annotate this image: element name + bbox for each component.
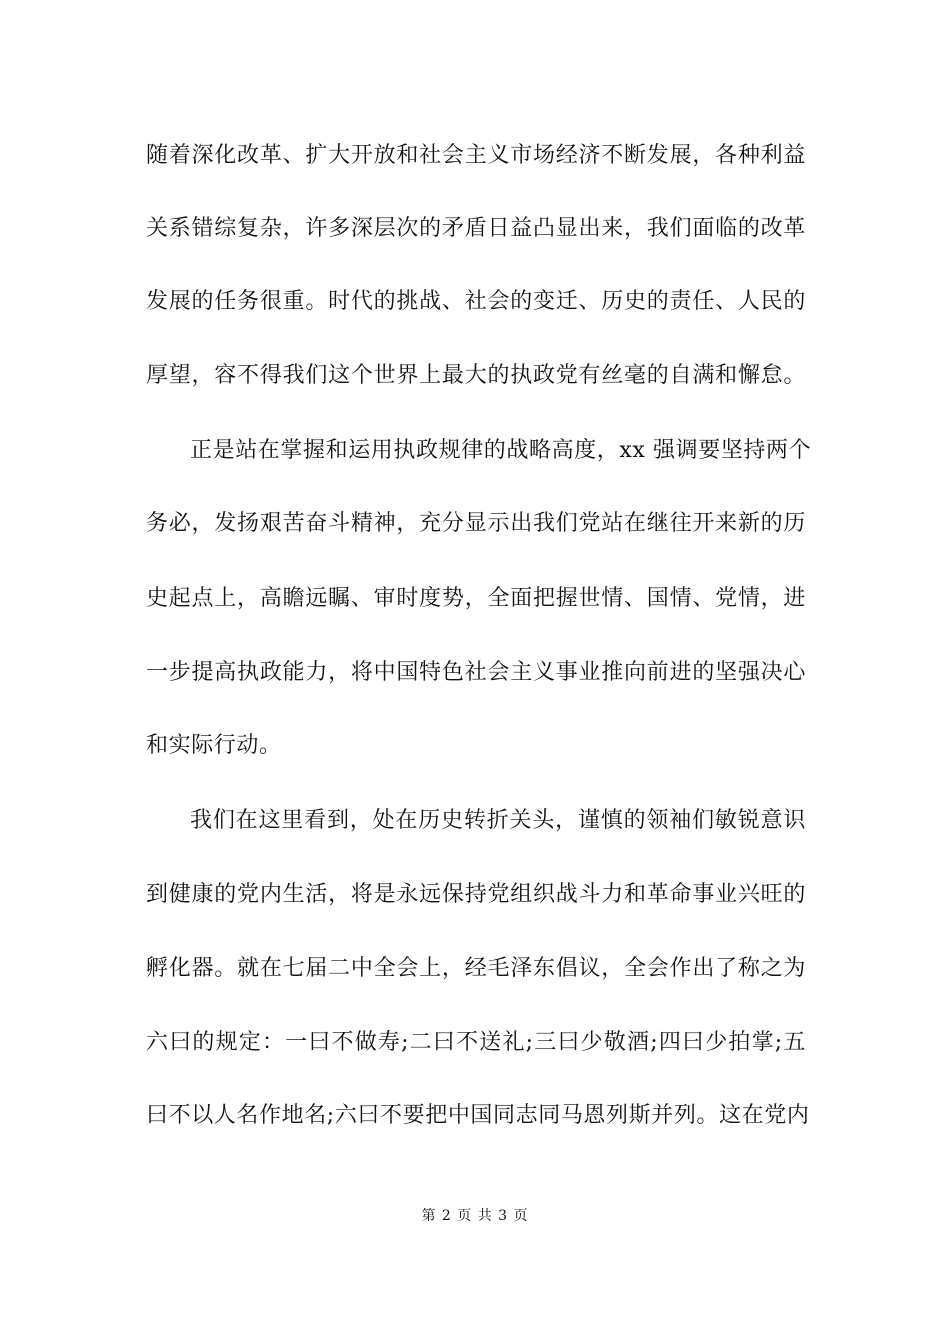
paragraph-3-line-2: 到健康的党内生活，将是永远保持党组织战斗力和革命事业兴旺的 <box>146 882 806 907</box>
paragraph-1-line-2: 关系错综复杂，许多深层次的矛盾日益凸显出来，我们面临的改革 <box>146 216 806 241</box>
page-number-footer: 第 2 页 共 3 页 <box>421 1208 529 1224</box>
paragraph-1-line-3: 发展的任务很重。时代的挑战、社会的变迁、历史的责任、人民的 <box>146 289 806 314</box>
paragraph-3-line-4: 六曰的规定：一曰不做寿;二曰不送礼;三曰少敬酒;四曰少拍掌;五 <box>146 1030 806 1055</box>
paragraph-3-line-5: 曰不以人名作地名;六曰不要把中国同志同马恩列斯并列。这在党内 <box>146 1103 810 1128</box>
paragraph-2-line-3: 史起点上，高瞻远瞩、审时度势，全面把握世情、国情、党情，进 <box>146 586 806 611</box>
paragraph-3-line-1: 我们在这里看到，处在历史转折关头，谨慎的领袖们敏锐意识 <box>190 808 806 833</box>
paragraph-2-line-1: 正是站在掌握和运用执政规律的战略高度，xx 强调要坚持两个 <box>190 438 812 463</box>
paragraph-2-line-2: 务必，发扬艰苦奋斗精神，充分显示出我们党站在继往开来新的历 <box>146 511 806 536</box>
paragraph-2-line-4: 一步提高执政能力，将中国特色社会主义事业推向前进的坚强决心 <box>146 660 806 685</box>
paragraph-1-line-1: 随着深化改革、扩大开放和社会主义市场经济不断发展，各种利益 <box>146 143 806 168</box>
paragraph-1-line-4: 厚望，容不得我们这个世界上最大的执政党有丝毫的自满和懈怠。 <box>146 363 806 388</box>
paragraph-3-line-3: 孵化器。就在七届二中全会上，经毛泽东倡议，全会作出了称之为 <box>146 956 806 981</box>
paragraph-2-line-5: 和实际行动。 <box>146 733 282 758</box>
